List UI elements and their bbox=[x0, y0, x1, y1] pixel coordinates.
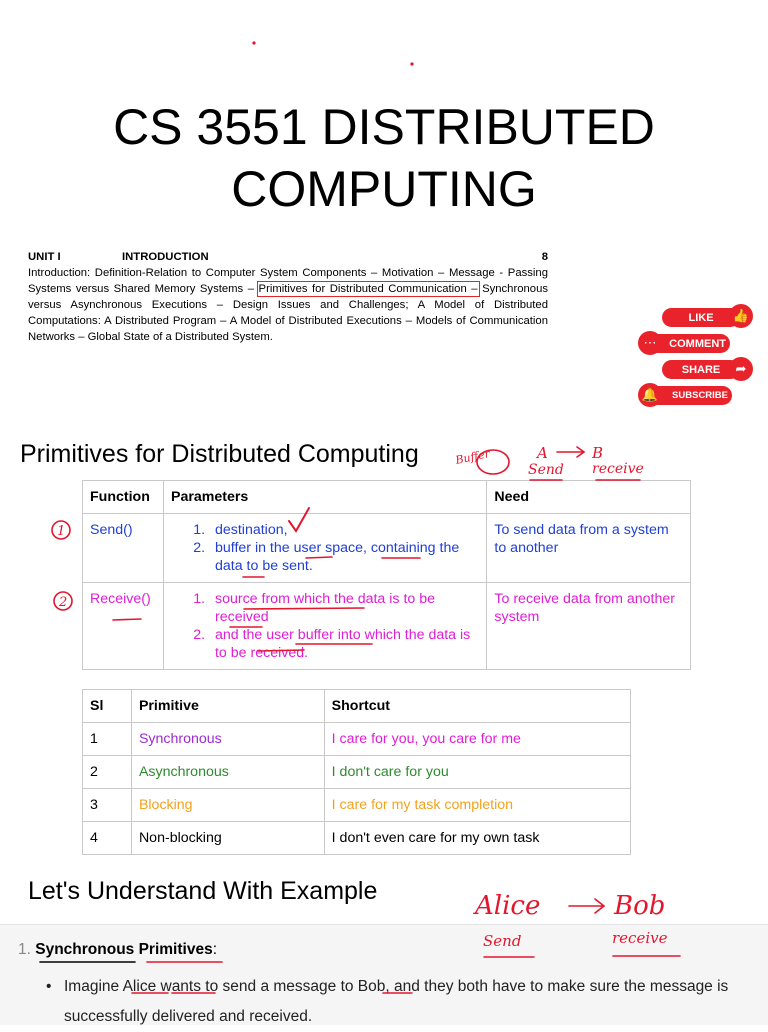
shortcut-cell: I don't even care for my own task bbox=[324, 822, 630, 855]
parameter-item: 1. source from which the data is to be received bbox=[209, 590, 479, 626]
parameter-item: 2. buffer in the user space, containing the data to be sent. bbox=[209, 539, 479, 575]
column-header: Need bbox=[487, 481, 691, 514]
comment-bubble-icon: ⋯ bbox=[638, 331, 662, 355]
example-title: Let's Understand With Example bbox=[28, 877, 378, 905]
thumbs-up-icon: 👍 bbox=[729, 304, 753, 328]
shortcut-cell: I don't care for you bbox=[324, 756, 630, 789]
circle-mark bbox=[477, 450, 509, 474]
function-cell: Send() bbox=[83, 514, 164, 583]
heading-colon: : bbox=[212, 941, 218, 958]
shortcut-cell: I care for my task completion bbox=[324, 789, 630, 822]
send-note: Send bbox=[483, 932, 522, 950]
parameter-item: 1. destination, bbox=[209, 521, 479, 539]
sl-cell: 3 bbox=[83, 789, 132, 822]
page-title: CS 3551 DISTRIBUTED COMPUTING bbox=[113, 99, 655, 217]
receive-note: receive bbox=[592, 461, 644, 477]
a-note: A bbox=[537, 444, 548, 462]
number-two-note: 2 bbox=[59, 595, 68, 610]
list-number: 1. bbox=[18, 941, 31, 958]
arrow-mark bbox=[569, 899, 604, 913]
column-header: Sl bbox=[83, 690, 132, 723]
share-arrow-icon: ➦ bbox=[729, 357, 753, 381]
number-one-note: 1 bbox=[57, 524, 66, 539]
share-label: SHARE bbox=[681, 363, 721, 376]
underline-mark bbox=[113, 619, 141, 620]
shortcut-cell: I care for you, you care for me bbox=[324, 723, 630, 756]
primitive-cell: Non-blocking bbox=[131, 822, 324, 855]
underline-mark bbox=[306, 557, 332, 558]
checkmark-mark bbox=[289, 508, 309, 531]
sl-cell: 1 bbox=[83, 723, 132, 756]
primitive-cell: Blocking bbox=[131, 789, 324, 822]
like-label: LIKE bbox=[688, 311, 714, 324]
parameter-item: 2. and the user buffer into which the data is to be received. bbox=[209, 626, 479, 662]
column-header: Shortcut bbox=[324, 690, 630, 723]
sl-cell: 4 bbox=[83, 822, 132, 855]
bob-note: Bob bbox=[614, 891, 666, 921]
buffer-note: Buffer bbox=[454, 447, 491, 467]
alice-note: Alice bbox=[475, 891, 541, 921]
primitive-cell: Asynchronous bbox=[131, 756, 324, 789]
syllabus-highlight: Primitives for Distributed Communication – bbox=[258, 283, 478, 295]
arrow-mark bbox=[557, 447, 584, 457]
syllabus-text-before: Introduction: Definition-Relation to Computer System Components – Motivation – Message - Passing Systems versus Shared Memory Systems – bbox=[28, 267, 548, 295]
unit-title: INTRODUCTION bbox=[122, 251, 209, 263]
subscribe-label: SUBSCRIBE bbox=[672, 390, 728, 401]
bell-icon: 🔔 bbox=[638, 383, 662, 407]
column-header: Primitive bbox=[131, 690, 324, 723]
bullet-text: Imagine Alice wants to send a message to Bob, and they both have to make sure the message is successfully delivered and received. bbox=[64, 978, 729, 1025]
need-cell: To receive data from another system bbox=[487, 583, 691, 670]
stray-dot bbox=[253, 42, 255, 44]
unit-hours: 8 bbox=[541, 251, 548, 263]
function-cell: Receive() bbox=[83, 583, 164, 670]
sl-cell: 2 bbox=[83, 756, 132, 789]
example-heading: Synchronous Primitives bbox=[35, 941, 213, 958]
send-note: Send bbox=[528, 462, 564, 478]
unit-label: UNIT I bbox=[28, 251, 61, 263]
b-note: B bbox=[592, 444, 604, 462]
stray-dot bbox=[411, 63, 413, 65]
primitive-cell: Synchronous bbox=[131, 723, 324, 756]
need-cell: To send data from a system to another bbox=[487, 514, 691, 583]
underline-mark bbox=[244, 608, 364, 609]
syllabus-text-after: Synchronous versus Asynchronous Executions – Design Issues and Challenges; A Model of Distributed Computations: A Distributed Program – A Model of Distributed Executions – Models of Communication Networks – Global State of a Distributed System. bbox=[28, 283, 549, 343]
column-header: Function bbox=[83, 481, 164, 514]
section-title: Primitives for Distributed Computing bbox=[20, 440, 419, 468]
column-header: Parameters bbox=[163, 481, 486, 514]
comment-label: COMMENT bbox=[669, 337, 726, 350]
bullet-dot: • bbox=[46, 978, 52, 995]
underline-mark bbox=[258, 650, 304, 651]
receive-note: receive bbox=[612, 929, 668, 947]
